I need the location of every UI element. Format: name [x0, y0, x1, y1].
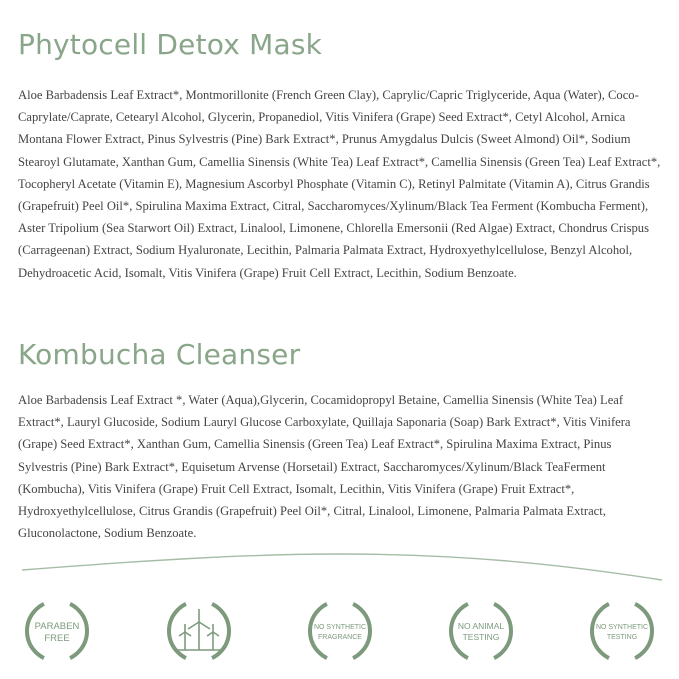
wind-turbine-icon [164, 596, 234, 666]
paraben-free-icon [22, 596, 92, 666]
badge-5-line2: TESTING [606, 634, 638, 641]
badge-wind-energy [164, 596, 234, 666]
badge-no-animal-testing [446, 596, 516, 666]
badge-no-synthetic-testing [587, 596, 657, 666]
decorative-wave-divider [0, 548, 679, 598]
badge-3-line1: NO SYNTHETIC [313, 624, 367, 631]
section-title-kombucha-cleanser: Kombucha Cleanser [18, 338, 301, 371]
badge-4-line1: NO ANIMAL [457, 621, 505, 631]
badge-5-line1: NO SYNTHETIC [595, 624, 649, 631]
no-synthetic-testing-icon [587, 596, 657, 666]
badge-1-line1: PARABEN [34, 621, 80, 632]
ingredients-list-kombucha-cleanser: Aloe Barbadensis Leaf Extract *, Water (Aqua),Glycerin, Cocamidopropyl Betaine, Camellia Sinensis (White Tea) Leaf Extract*, Lauryl Glucoside, Sodium Lauryl Glucose Carboxylate, Quillaja Saponaria (Soap) Bark Extract*, Vitis Vinifera (Grape) Seed Extract*, Xanthan Gum, Camellia Sinensis (Green Tea) Leaf Extract*, Spirulina Maxima Extract, Pinus Sylvestris (Pine) Bark Extract*, Equisetum Arvense (Horsetail) Extract, Saccharomyces/Xylinum/Black TeaFerment (Kombucha), Vitis Vinifera (Grape) Fruit Cell Extract, Isomalt, Lecithin, Vitis Vinifera (Grape) Fruit Extract*, Hydroxyethylcellulose, Citrus Grandis (Grapefruit) Peel Oil*, Citral, Linalool, Limonene, Palmaria Palmata Extract, Gluconolactone, Sodium Benzoate. [18, 393, 631, 541]
no-synthetic-fragrance-icon [305, 596, 375, 666]
no-animal-testing-icon [446, 596, 516, 666]
badge-1-line2: FREE [44, 633, 70, 644]
badge-4-line2: TESTING [462, 632, 500, 642]
certification-badges [0, 596, 679, 671]
section-title-detox-mask: Phytocell Detox Mask [18, 28, 323, 61]
badge-paraben-free [22, 596, 92, 666]
ingredients-list-detox-mask: Aloe Barbadensis Leaf Extract*, Montmorillonite (French Green Clay), Caprylic/Capric Triglyceride, Aqua (Water), Coco-Caprylate/Caprate, Cetearyl Alcohol, Glycerin, Propanediol, Vitis Vinifera (Grape) Seed Extract*, Cetyl Alcohol, Arnica Montana Flower Extract, Pinus Sylvestris (Pine) Bark Extract*, Prunus Amygdalus Dulcis (Sweet Almond) Oil*, Sodium Stearoyl Glutamate, Xanthan Gum, Camellia Sinensis (White Tea) Leaf Extract*, Camellia Sinensis (Green Tea) Leaf Extract*, Tocopheryl Acetate (Vitamin E), Magnesium Ascorbyl Phosphate (Vitamin C), Retinyl Palmitate (Vitamin A), Citrus Grandis (Grapefruit) Peel Oil*, Spirulina Maxima Extract, Citral, Saccharomyces/Xylinum/Black Tea Ferment (Kombucha Ferment), Aster Tripolium (Sea Starwort Oil) Extract, Linalool, Limonene, Chlorella Emersonii (Red Algae) Extract, Chondrus Crispus (Carrageenan) Extract, Sodium Hyaluronate, Lecithin, Palmaria Palmata Extract, Hydroxyethylcellulose, Benzyl Alcohol, Dehydroacetic Acid, Isomalt, Vitis Vinifera (Grape) Fruit Cell Extract, Lecithin, Sodium Benzoate. [18, 88, 661, 280]
badge-no-synthetic-fragrance [305, 596, 375, 666]
badge-3-line2: FRAGRANCE [318, 634, 362, 641]
